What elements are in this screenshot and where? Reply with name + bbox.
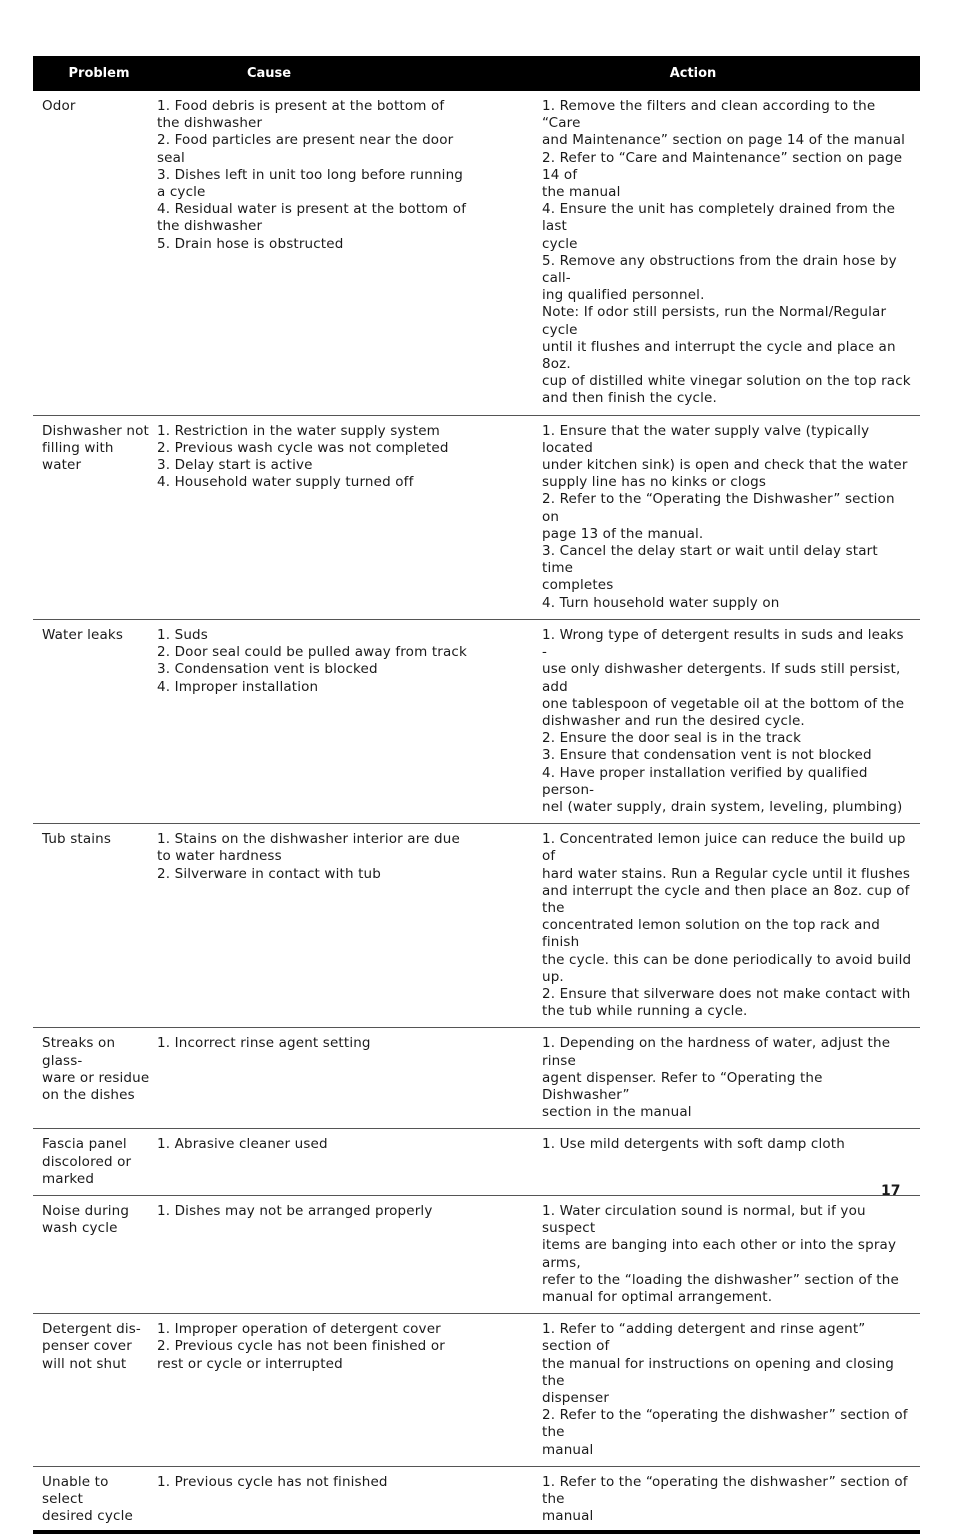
- cause-cell: 1. Food debris is present at the bottom of the dishwasher 2. Food particles are present near the door seal 3. Dishes left in unit too long before running a cycle 4. Residual water is present at the bottom of the dishwasher 5. Drain hose is obstructed: [157, 91, 501, 415]
- problem-cell: Fascia panel discolored or marked: [33, 1129, 157, 1196]
- action-cell: 1. Depending on the hardness of water, adjust the rinse agent dispenser. Refer to “Operating the Dishwasher” section in the manual: [501, 1028, 920, 1129]
- table-row: [33, 1195, 920, 1313]
- header-problem: Problem: [33, 56, 157, 91]
- action-cell: 1. Refer to the “operating the dishwasher” section of the manual: [501, 1466, 920, 1532]
- cause-cell: 1. Previous cycle has not finished: [157, 1466, 501, 1532]
- action-cell: 1. Water circulation sound is normal, but if you suspect items are banging into each other or into the spray arms, refer to the “loading the dishwasher” section of the manual for optimal arrangement.: [501, 1195, 920, 1313]
- cause-cell: 1. Improper operation of detergent cover 2. Previous cycle has not been finished or rest or cycle or interrupted: [157, 1314, 501, 1467]
- action-cell: 1. Ensure that the water supply valve (typically located under kitchen sink) is open and check that the water supply line has no kinks or clogs 2. Refer to the “Operating the Dishwasher” section on page 13 of the manual. 3. Cancel the delay start or wait until delay start time completes 4. Turn household water supply on: [501, 415, 920, 619]
- problem-cell: Streaks on glass- ware or residue on the dishes: [33, 1028, 157, 1129]
- table-row: [33, 619, 920, 823]
- table-row: [33, 91, 920, 415]
- table-row: [33, 824, 920, 1028]
- action-cell: 1. Refer to “adding detergent and rinse agent” section of the manual for instructions on opening and closing the dispenser 2. Refer to the “operating the dishwasher” section of the manual: [501, 1314, 920, 1467]
- cause-cell: 1. Restriction in the water supply system 2. Previous wash cycle was not completed 3. Delay start is active 4. Household water supply turned off: [157, 415, 501, 619]
- problem-cell: Detergent dis- penser cover will not shut: [33, 1314, 157, 1467]
- cause-cell: 1. Stains on the dishwasher interior are due to water hardness 2. Silverware in contact with tub: [157, 824, 501, 1028]
- table-row: [33, 1129, 920, 1196]
- troubleshooting-table: [33, 56, 920, 1534]
- table-row: [33, 415, 920, 619]
- header-action: Action: [501, 56, 920, 91]
- cause-cell: 1. Suds 2. Door seal could be pulled away from track 3. Condensation vent is blocked 4. Improper installation: [157, 619, 501, 823]
- action-cell: 1. Use mild detergents with soft damp cloth: [501, 1129, 920, 1196]
- table-row: [33, 1466, 920, 1532]
- table-row: [33, 1028, 920, 1129]
- problem-cell: Water leaks: [33, 619, 157, 823]
- action-cell: 1. Remove the filters and clean according to the “Care and Maintenance” section on page 14 of the manual 2. Refer to “Care and Maintenance” section on page 14 of the manual 4. Ensure the unit has completely drained from the last cycle 5. Remove any obstructions from the drain hose by call- ing qualified personnel. Note: If odor still persists, run the Normal/Regular cycle until it flushes and interrupt the cycle and place an 8oz. cup of distilled white vinegar solution on the top rack and then finish the cycle.: [501, 91, 920, 415]
- action-cell: 1. Wrong type of detergent results in suds and leaks - use only dishwasher detergents. If suds still persist, add one tablespoon of vegetable oil at the bottom of the dishwasher and run the desired cycle. 2. Ensure the door seal is in the track 3. Ensure that condensation vent is not blocked 4. Have proper installation verified by qualified person- nel (water supply, drain system, leveling, plumbing): [501, 619, 920, 823]
- problem-cell: Tub stains: [33, 824, 157, 1028]
- problem-cell: Unable to select desired cycle: [33, 1466, 157, 1532]
- cause-cell: 1. Incorrect rinse agent setting: [157, 1028, 501, 1129]
- page-number: 17: [881, 1183, 901, 1199]
- problem-cell: Dishwasher not filling with water: [33, 415, 157, 619]
- problem-cell: Noise during wash cycle: [33, 1195, 157, 1313]
- action-cell: 1. Concentrated lemon juice can reduce the build up of hard water stains. Run a Regular cycle until it flushes and interrupt the cycle and then place an 8oz. cup of the concentrated lemon solution on the top rack and finish the cycle. this can be done periodically to avoid build up. 2. Ensure that silverware does not make contact with the tub while running a cycle.: [501, 824, 920, 1028]
- cause-cell: 1. Abrasive cleaner used: [157, 1129, 501, 1196]
- table-row: [33, 1314, 920, 1467]
- problem-cell: Odor: [33, 91, 157, 415]
- troubleshooting-table-container: [33, 56, 920, 1534]
- header-cause: Cause: [157, 56, 501, 91]
- table-body: [33, 91, 920, 1532]
- table-header: [33, 56, 920, 91]
- cause-cell: 1. Dishes may not be arranged properly: [157, 1195, 501, 1313]
